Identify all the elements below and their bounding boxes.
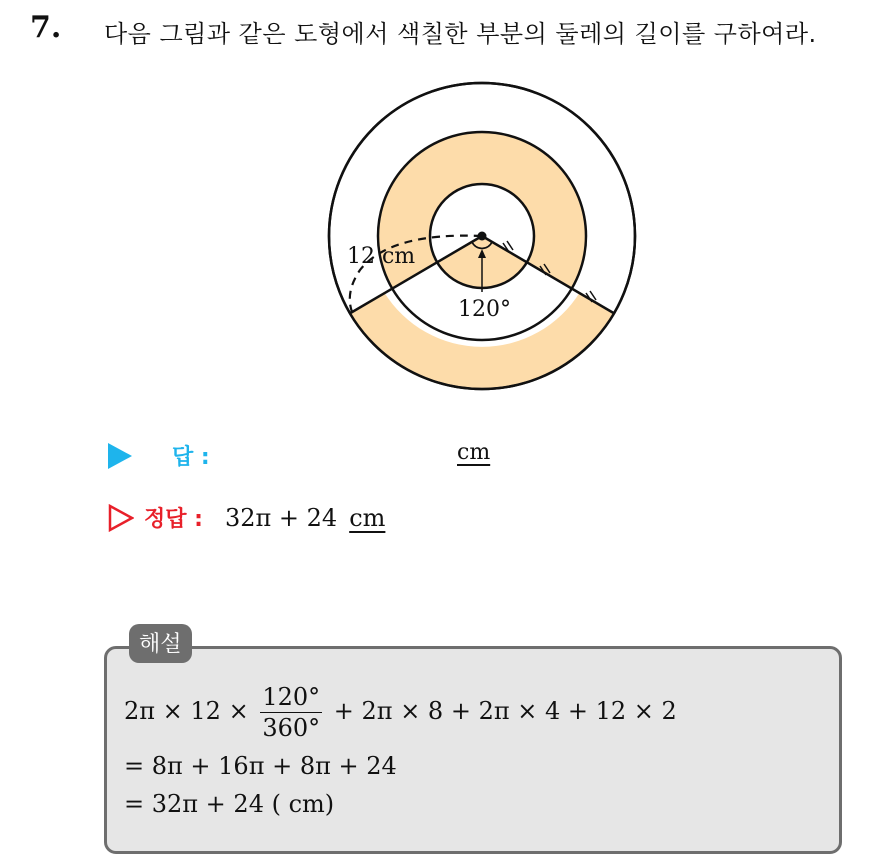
angle-label: 120° — [458, 297, 511, 322]
correct-label: 정답 : — [144, 507, 203, 532]
explanation-box — [104, 646, 842, 854]
explanation-line-1a: 2π × 12 × — [124, 697, 249, 725]
concentric-circles-figure — [0, 0, 884, 420]
radius-label: 12 cm — [347, 244, 416, 269]
explanation-line-1 — [124, 682, 677, 743]
correct-unit: cm — [349, 503, 386, 532]
explanation-fraction — [260, 682, 322, 743]
question-number: 7. — [30, 10, 62, 45]
answer-row — [108, 440, 210, 471]
answer-marker-icon — [108, 443, 132, 469]
answer-label: 답 : — [172, 445, 210, 470]
fraction-numerator: 120° — [262, 683, 321, 711]
center-dot — [478, 232, 487, 241]
explanation-line-2: = 8π + 16π + 8π + 24 — [124, 752, 397, 780]
answer-unit: cm — [457, 440, 491, 465]
correct-marker-icon — [108, 504, 134, 532]
explanation-line-1b: + 2π × 8 + 2π × 4 + 12 × 2 — [333, 697, 677, 725]
question-text: 다음 그림과 같은 도형에서 색칠한 부분의 둘레의 길이를 구하여라. — [104, 20, 817, 48]
explanation-line-3: = 32π + 24 ( cm) — [124, 790, 335, 818]
correct-value: 32π + 24 — [224, 503, 338, 532]
correct-answer-row — [108, 502, 385, 533]
explanation-tag: 해설 — [129, 624, 192, 663]
fraction-denominator: 360° — [262, 714, 321, 742]
